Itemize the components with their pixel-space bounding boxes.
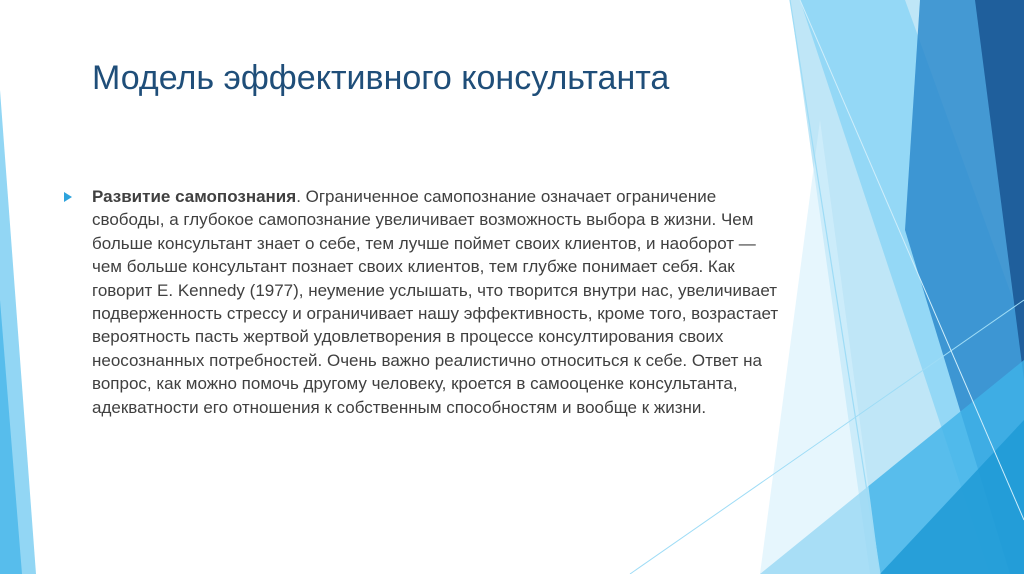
triangle-bullet-icon bbox=[64, 192, 72, 202]
bullet-item bbox=[64, 185, 784, 419]
page-title: Модель эффективного консультанта bbox=[92, 59, 670, 97]
bullet-lead-text: Развитие самопознания bbox=[92, 187, 297, 206]
bullet-list bbox=[64, 185, 784, 419]
bullet-body-text: . Ограниченное самопознание означает ограничение свободы, а глубокое самопознание увеличивает возможность выбора в жизни. Чем больше консультант знает о себе, тем лучше поймет своих клиентов, и наоборот — чем больше консультант познает своих клиентов, тем глубже понимает себя. Как говорит E. Kennedy (1977), неумение услышать, что творится внутри нас, увеличивает подверженность стрессу и ограничивает нашу эффективность, кроме того, возрастает вероятность пасть жертвой удовлетворения в процессе консултирования своих неосознанных потребностей. Очень важно реалистично относиться к себе. Ответ на вопрос, как можно помочь другому человеку, кроется в самооценке консультанта, адекватности его отношения к собственным способностям и вообще к жизни. bbox=[92, 187, 779, 417]
